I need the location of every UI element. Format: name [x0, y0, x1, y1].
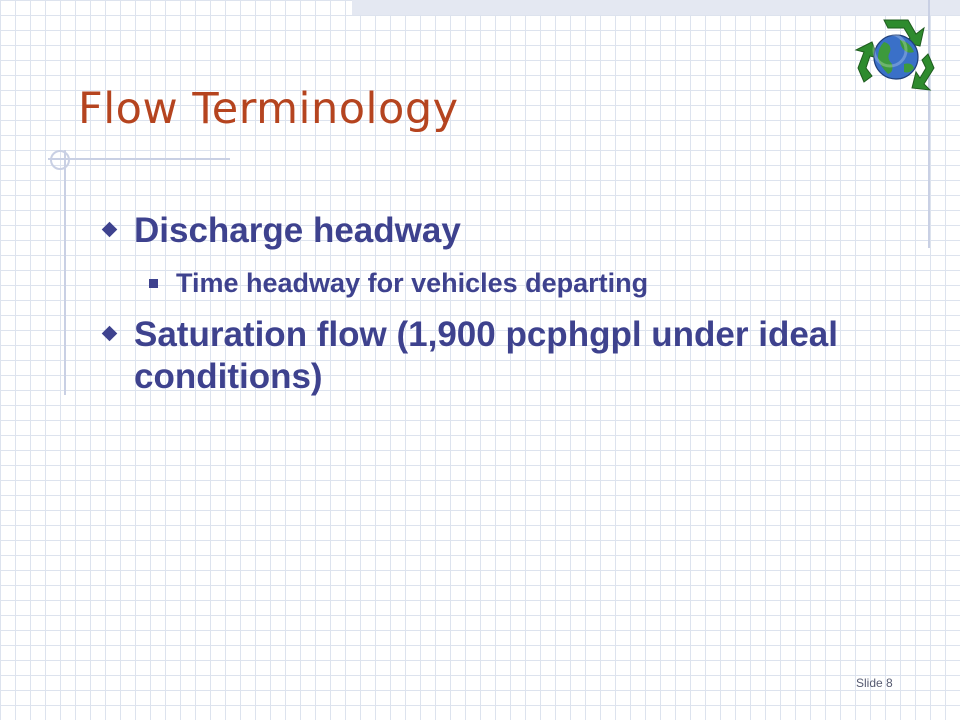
slide-title: Flow Terminology [78, 84, 459, 134]
left-decor-line [64, 150, 66, 395]
sub-bullet-text: Time headway for vehicles departing [176, 268, 649, 298]
diamond-bullet-icon [102, 222, 118, 238]
recycle-globe-icon [854, 14, 938, 96]
bullet-item [104, 314, 904, 398]
bullet-text: Saturation flow (1,900 pcphgpl under ideal conditions) [134, 315, 838, 396]
diamond-bullet-icon [102, 326, 118, 342]
corner-circle [50, 150, 70, 170]
bullet-list [104, 210, 904, 398]
top-decor-band [352, 0, 960, 15]
square-bullet-icon [149, 279, 158, 288]
slide-number: Slide 8 [856, 676, 893, 690]
bullet-item [104, 210, 904, 252]
bullet-text: Discharge headway [134, 211, 461, 250]
sub-bullet-item [104, 266, 904, 300]
title-underline [48, 158, 230, 160]
